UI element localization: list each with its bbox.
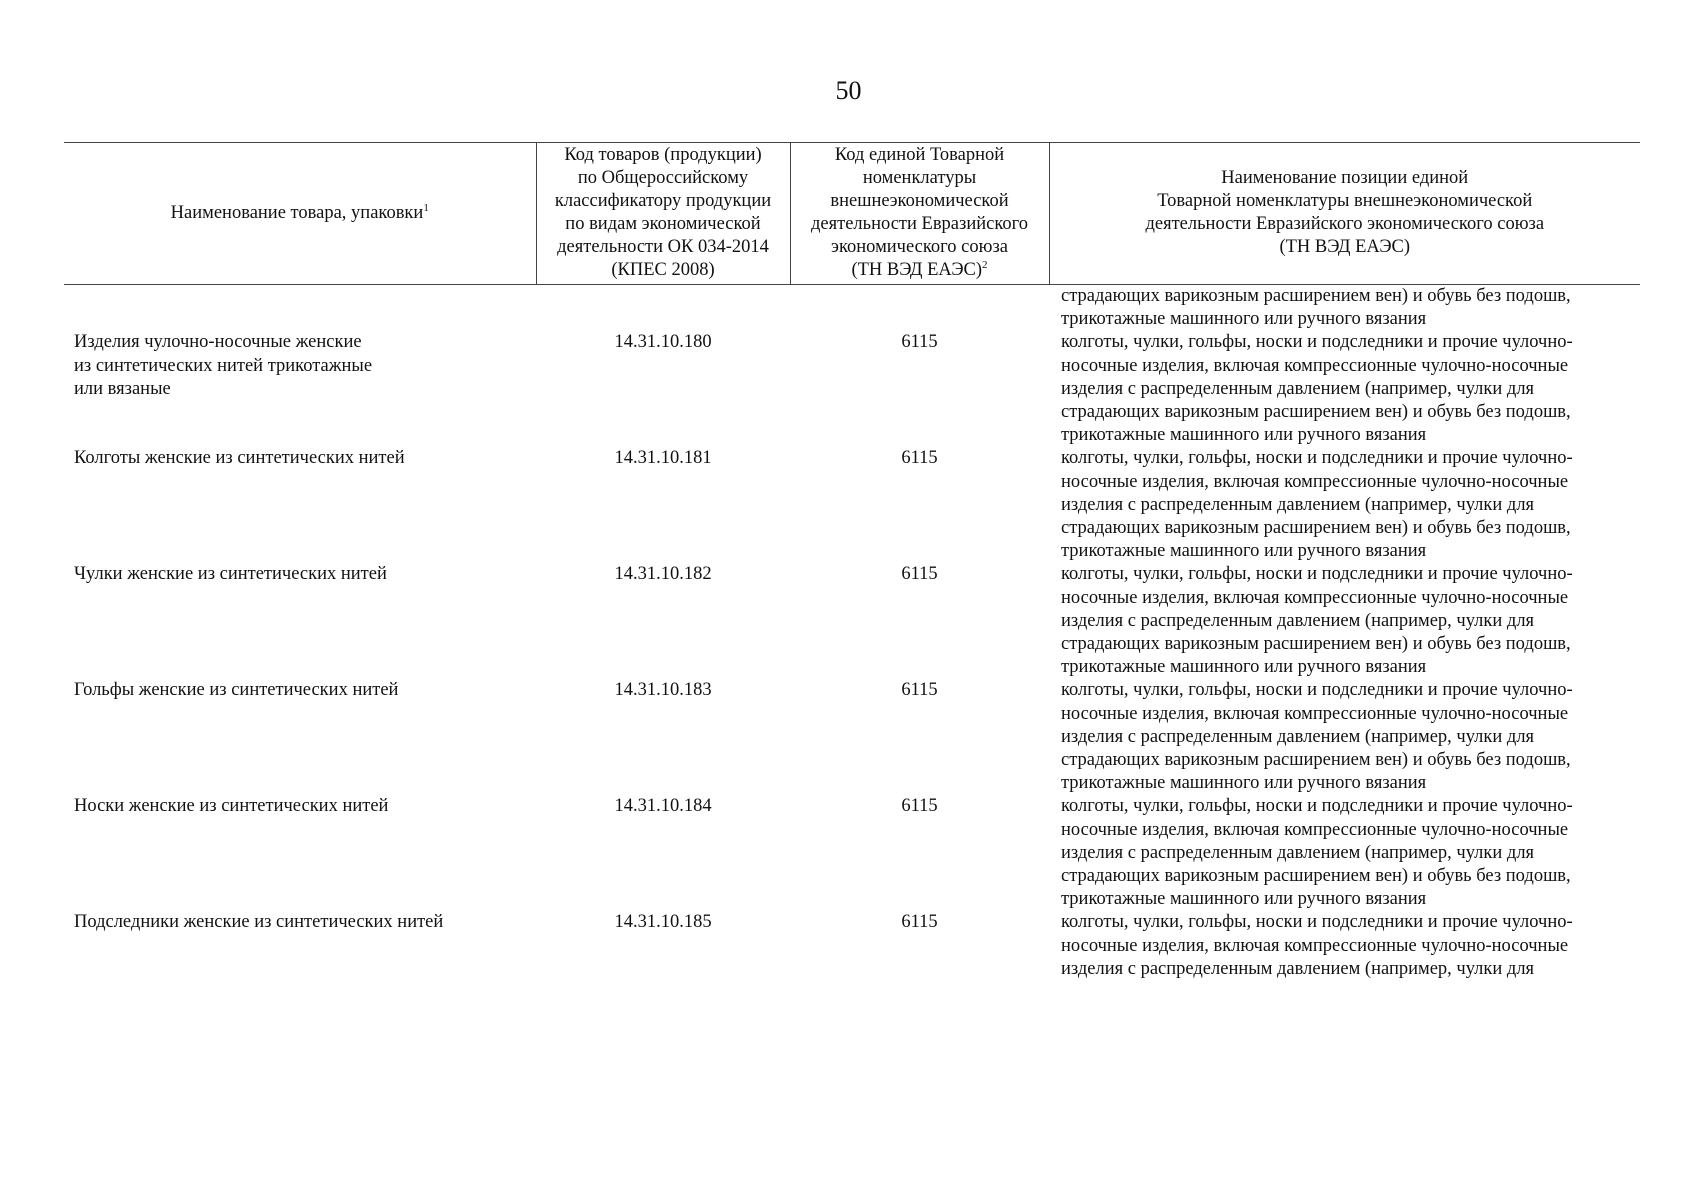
desc-line: изделия с распределенным давлением (например, чулки для — [1061, 726, 1535, 747]
desc-line: страдающих варикозным расширением вен) и обувь без подошв, — [1061, 286, 1571, 306]
name-line: или вязаные — [74, 378, 171, 399]
desc-line: трикотажные машинного или ручного вязания — [1061, 773, 1427, 794]
desc-line: изделия с распределенным давлением (например, чулки для — [1061, 494, 1535, 515]
cell-name — [64, 911, 536, 981]
name-line: Колготы женские из синтетических нитей — [74, 448, 405, 469]
header-desc-line: Товарной номенклатуры внешнеэкономической — [1157, 191, 1533, 211]
header-product-name-text: Наименование товара, упаковки — [170, 202, 424, 223]
table-row — [64, 911, 1640, 981]
cell-okpd: 14.31.10.182 — [614, 564, 712, 585]
header-okpd-code — [536, 143, 790, 285]
desc-line: трикотажные машинного или ручного вязания — [1061, 657, 1427, 678]
header-tnved-line: номенклатуры — [862, 168, 977, 188]
desc-line: трикотажные машинного или ручного вязания — [1061, 309, 1427, 330]
desc-line: изделия с распределенным давлением (например, чулки для — [1061, 378, 1535, 399]
cell-tnved: 6115 — [901, 912, 938, 933]
desc-line: колготы, чулки, гольфы, носки и подследники и прочие чулочно- — [1061, 912, 1573, 933]
name-line: Чулки женские из синтетических нитей — [74, 564, 387, 585]
desc-line: носочные изделия, включая компрессионные чулочно-носочные — [1061, 355, 1569, 376]
cell-desc — [1049, 911, 1640, 981]
cell-name — [64, 679, 536, 795]
table-row — [64, 563, 1640, 679]
cell-name — [64, 285, 536, 332]
header-tnved-line: экономического союза — [831, 237, 1008, 257]
desc-line: колготы, чулки, гольфы, носки и подследники и прочие чулочно- — [1061, 332, 1573, 353]
cell-name — [64, 563, 536, 679]
cell-name — [64, 795, 536, 911]
cell-desc — [1049, 679, 1640, 795]
footnote-1-marker: 1 — [423, 201, 429, 214]
table-row — [64, 679, 1640, 795]
header-desc-line: Наименование позиции единой — [1221, 168, 1469, 188]
desc-line: страдающих варикозным расширением вен) и обувь без подошв, — [1061, 750, 1571, 771]
cell-name — [64, 447, 536, 563]
cell-okpd: 14.31.10.181 — [614, 448, 712, 469]
cell-desc — [1049, 331, 1640, 447]
cell-okpd: 14.31.10.183 — [614, 680, 712, 701]
header-tnved-line: деятельности Евразийского — [810, 214, 1029, 234]
header-okpd-line: деятельности ОК 034-2014 — [557, 237, 769, 257]
cell-desc — [1049, 447, 1640, 563]
header-tnved-code — [790, 143, 1049, 285]
footnote-2-marker: 2 — [982, 258, 988, 271]
desc-line: колготы, чулки, гольфы, носки и подследники и прочие чулочно- — [1061, 564, 1573, 585]
desc-line: страдающих варикозным расширением вен) и обувь без подошв, — [1061, 518, 1571, 539]
header-okpd-line: по видам экономической — [565, 214, 761, 234]
header-okpd-line: (КПЕС 2008) — [611, 260, 715, 280]
header-product-name — [64, 143, 536, 285]
header-desc-line: деятельности Евразийского экономического союза — [1145, 214, 1545, 234]
header-okpd-line: по Общероссийскому — [577, 168, 749, 188]
header-tnved-position-name — [1049, 143, 1640, 285]
cell-desc — [1049, 563, 1640, 679]
table-header-row — [64, 143, 1640, 285]
desc-line: изделия с распределенным давлением (например, чулки для — [1061, 958, 1535, 979]
header-desc-line: (ТН ВЭД ЕАЭС) — [1279, 237, 1411, 257]
name-line: Подследники женские из синтетических нитей — [74, 912, 444, 933]
desc-line: носочные изделия, включая компрессионные чулочно-носочные — [1061, 703, 1569, 724]
table-row — [64, 795, 1640, 911]
cell-tnved: 6115 — [901, 448, 938, 469]
cell-desc — [1049, 285, 1640, 332]
desc-line: носочные изделия, включая компрессионные чулочно-носочные — [1061, 819, 1569, 840]
cell-okpd: 14.31.10.184 — [614, 796, 712, 817]
header-okpd-line: классификатору продукции — [554, 191, 772, 211]
desc-line: страдающих варикозным расширением вен) и обувь без подошв, — [1061, 866, 1571, 887]
desc-line: колготы, чулки, гольфы, носки и подследники и прочие чулочно- — [1061, 796, 1573, 817]
header-tnved-line-text: (ТН ВЭД ЕАЭС) — [851, 260, 983, 280]
desc-line: страдающих варикозным расширением вен) и обувь без подошв, — [1061, 402, 1571, 423]
desc-line: колготы, чулки, гольфы, носки и подследники и прочие чулочно- — [1061, 448, 1573, 469]
name-line: Носки женские из синтетических нитей — [74, 796, 389, 817]
cell-okpd: 14.31.10.185 — [614, 912, 712, 933]
name-line: Гольфы женские из синтетических нитей — [74, 680, 399, 701]
header-tnved-line: внешнеэкономической — [830, 191, 1009, 211]
header-tnved-line — [795, 259, 1045, 282]
cell-tnved: 6115 — [901, 564, 938, 585]
desc-line: носочные изделия, включая компрессионные чулочно-носочные — [1061, 587, 1569, 608]
desc-line: трикотажные машинного или ручного вязания — [1061, 889, 1427, 910]
desc-line: изделия с распределенным давлением (например, чулки для — [1061, 610, 1535, 631]
desc-line: страдающих варикозным расширением вен) и обувь без подошв, — [1061, 634, 1571, 655]
cell-okpd: 14.31.10.180 — [614, 332, 712, 353]
cell-tnved — [790, 285, 1049, 332]
table-row — [64, 331, 1640, 447]
cell-tnved: 6115 — [901, 796, 938, 817]
desc-line: носочные изделия, включая компрессионные чулочно-носочные — [1061, 935, 1569, 956]
cell-tnved: 6115 — [901, 332, 938, 353]
cell-name — [64, 331, 536, 447]
cell-okpd — [536, 285, 790, 332]
cell-tnved: 6115 — [901, 680, 938, 701]
desc-line: носочные изделия, включая компрессионные чулочно-носочные — [1061, 471, 1569, 492]
header-tnved-line: Код единой Товарной — [834, 145, 1005, 165]
name-line: из синтетических нитей трикотажные — [74, 355, 373, 376]
table-row-continuation — [64, 285, 1640, 332]
page-number: 50 — [835, 76, 862, 105]
desc-line: колготы, чулки, гольфы, носки и подследники и прочие чулочно- — [1061, 680, 1573, 701]
goods-table — [64, 142, 1640, 981]
table-row — [64, 447, 1640, 563]
desc-line: трикотажные машинного или ручного вязания — [1061, 541, 1427, 562]
header-okpd-line: Код товаров (продукции) — [564, 145, 762, 165]
desc-line: изделия с распределенным давлением (например, чулки для — [1061, 842, 1535, 863]
name-line: Изделия чулочно-носочные женские — [74, 332, 362, 353]
desc-line: трикотажные машинного или ручного вязания — [1061, 425, 1427, 446]
cell-desc — [1049, 795, 1640, 911]
